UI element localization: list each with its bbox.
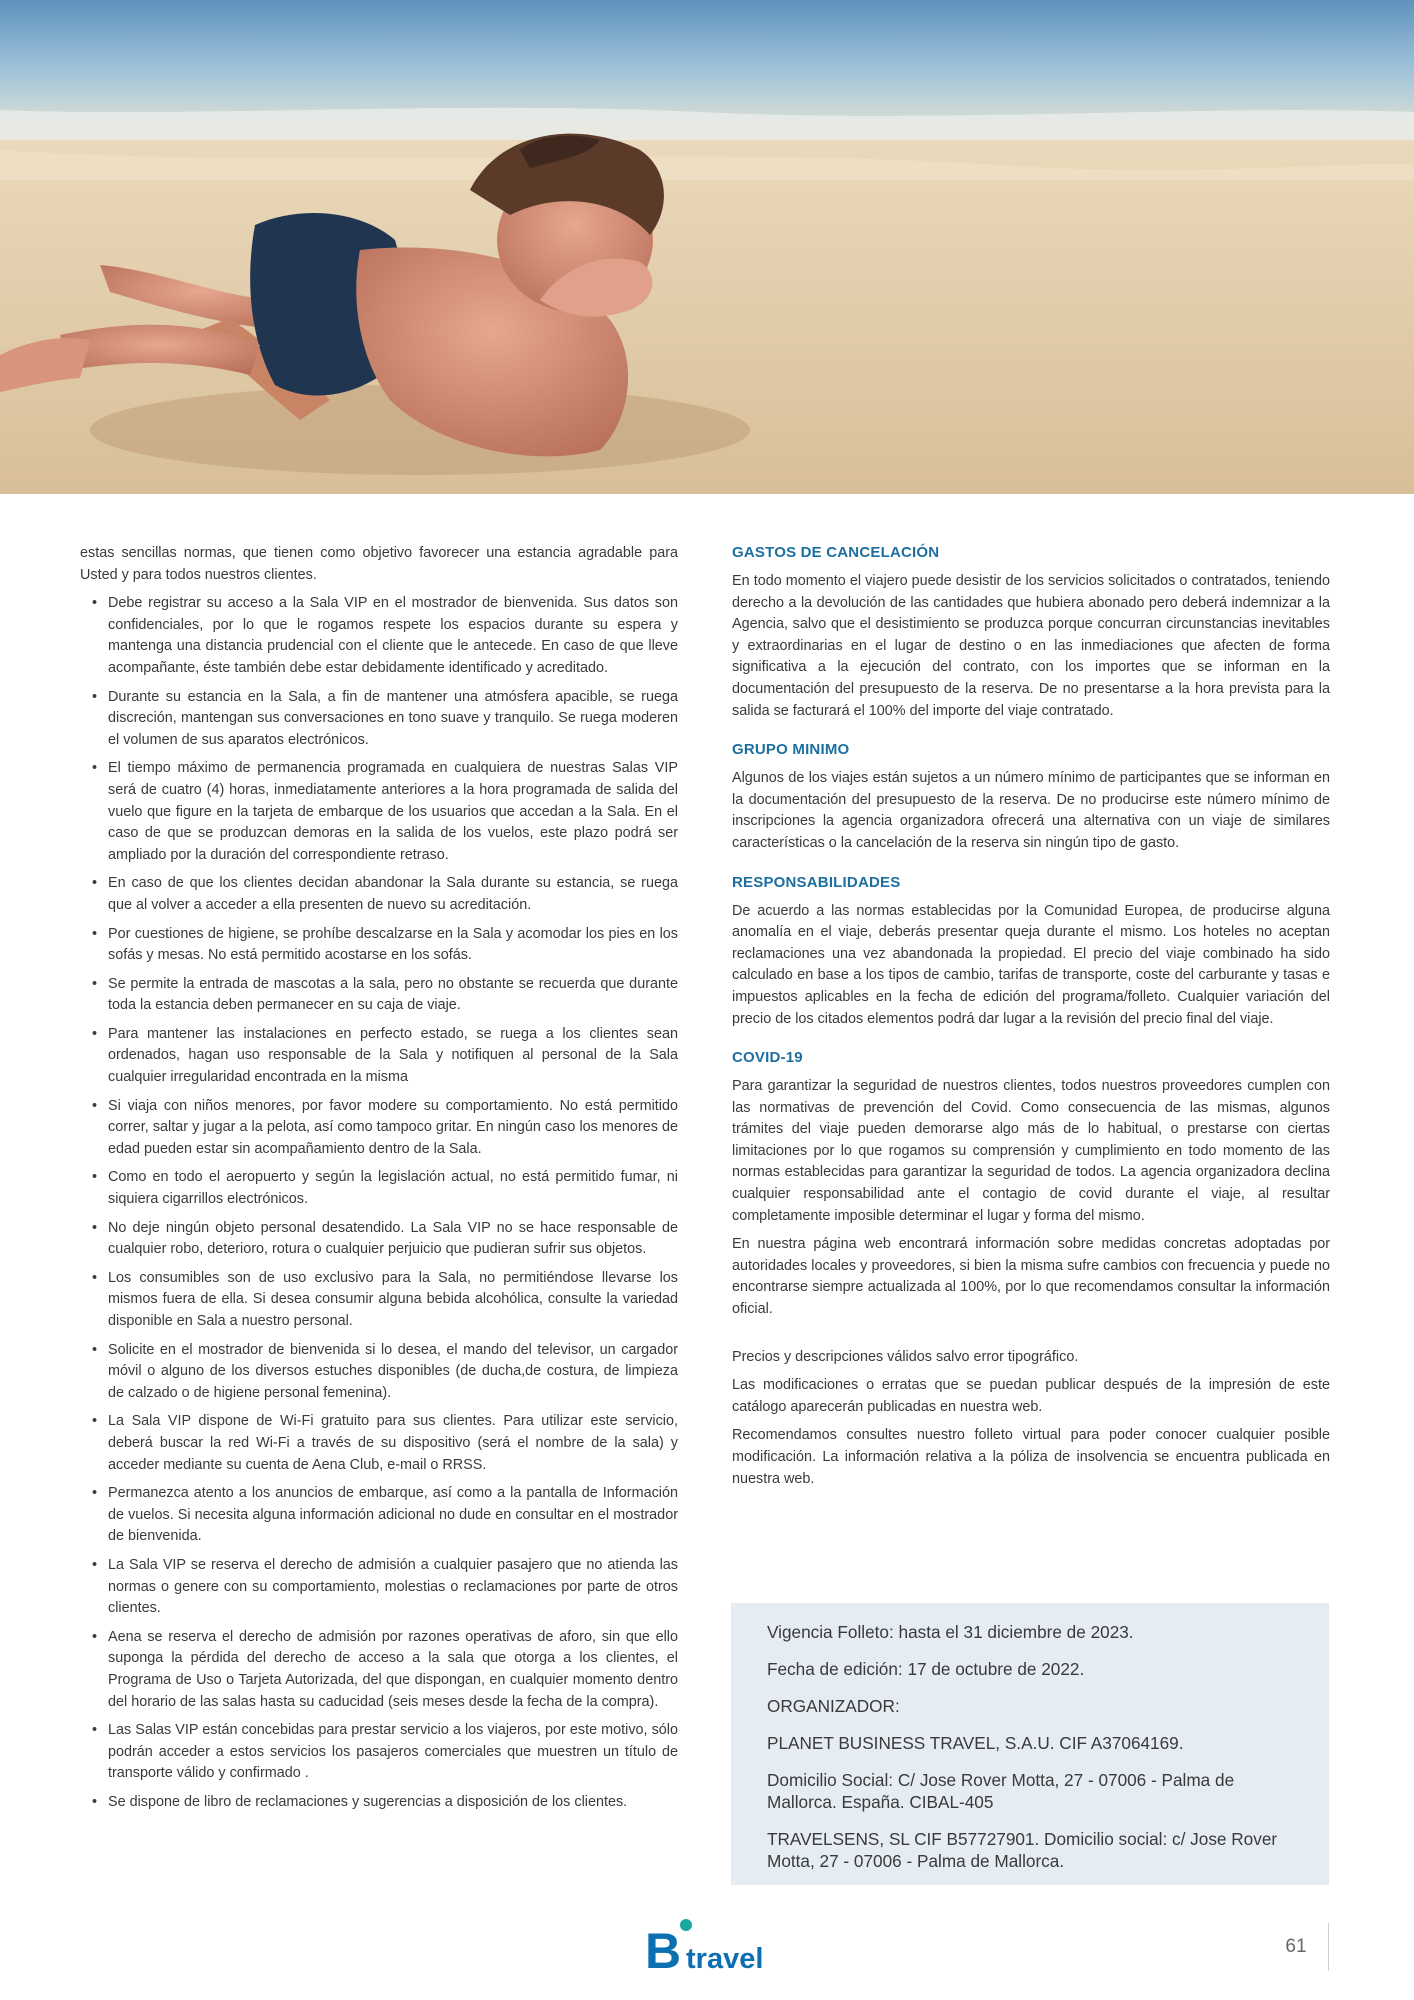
rules-list	[80, 593, 678, 1813]
rules-column	[80, 543, 678, 1820]
section-title: GASTOS DE CANCELACIÓN	[732, 544, 940, 561]
second-company: TRAVELSENS, SL CIF B57727901. Domicilio social: c/ Jose Rover Motta, 27 - 07006 - Palma de Mallorca.	[767, 1829, 1278, 1871]
list-item: • Como en todo el aeropuerto y según la legislación actual, no está permitido fumar, ni siquiera cigarrillos electrónicos.	[80, 1167, 678, 1210]
note-text: Recomendamos consultes nuestro folleto virtual para poder conocer cualquier posible modificación. La información relativa a la póliza de insolvencia se encuentra publicada en nuestra web.	[732, 1427, 1330, 1487]
section-text: En nuestra página web encontrará información sobre medidas concretas adoptadas por autoridades locales y proveedores, si bien la misma sufre cambios con frecuencia y puede no encontrarse siempre actualizada al 100%, por lo que recomendamos consultar la información oficial.	[732, 1236, 1330, 1318]
organizer-label: ORGANIZADOR:	[767, 1696, 900, 1716]
list-item: • El tiempo máximo de permanencia programada en cualquiera de nuestras Salas VIP será de cuatro (4) horas, inmediatamente anteriores a la hora programada de salida del vuelo que figure en la tarjeta de embarque de los usuarios que accedan a la Sala. En el caso de que se produzcan demoras en la salida de los vuelos, este plazo podrá ser ampliado por la duración del correspondiente retraso.	[80, 758, 678, 866]
conditions-column	[732, 543, 1330, 1497]
list-item: • Las Salas VIP están concebidas para prestar servicio a los viajeros, por este motivo, sólo podrán acceder a estos servicios los pasajeros comerciales que muestren un título de transporte válido y confirmado .	[80, 1720, 678, 1785]
list-item: • Permanezca atento a los anuncios de embarque, así como a la pantalla de Información de vuelos. Si necesita alguna información adicional no dude en consultar en el mostrador de bienvenida.	[80, 1483, 678, 1548]
list-item: • En caso de que los clientes decidan abandonar la Sala durante su estancia, se ruega que al volver a acceder a ella presenten de nuevo su acreditación.	[80, 873, 678, 916]
section-text: Algunos de los viajes están sujetos a un número mínimo de participantes que se informan en la documentación del presupuesto de la reserva. De no producirse este número mínimo de inscripciones la agencia organizadora ofrecerá una alternativa con un viaje de similares características o la cancelación de la reserva sin ningún tipo de gasto.	[732, 770, 1330, 851]
note-text: Las modificaciones o erratas que se puedan publicar después de la impresión de este catálogo aparecerán publicadas en nuestra web.	[732, 1377, 1330, 1415]
list-item: • Solicite en el mostrador de bienvenida si lo desea, el mando del televisor, un cargador móvil o alguno de los diversos estuches disponibles (de ducha,de costura, de limpieza de calzado o de higiene personal femenina).	[80, 1340, 678, 1405]
list-item: • Durante su estancia en la Sala, a fin de mantener una atmósfera apacible, se ruega discreción, mantengan sus conversaciones en tono suave y tranquilo. Se ruega moderen el volumen de sus aparatos electrónicos.	[80, 687, 678, 752]
list-item: • Los consumibles son de uso exclusivo para la Sala, no permitiéndose llevarse los mismos fuera de ella. Si desea consumir alguna bebida alcohólica, consulte la variedad disponible en Sala a nuestro personal.	[80, 1268, 678, 1333]
hero-photo	[0, 0, 1414, 494]
page-number: 61	[1285, 1936, 1307, 1957]
list-item: • Debe registrar su acceso a la Sala VIP en el mostrador de bienvenida. Sus datos son confidenciales, por lo que le rogamos respete los espacios durante su espera y mantenga una distancia prudencial con el cliente que le antecede. En caso de que lleve acompañante, éste también debe estar debidamente identificado y acreditado.	[80, 593, 678, 679]
logo-letter: B	[645, 1923, 682, 1978]
section-covid	[732, 1048, 1330, 1321]
edition-date-line: Fecha de edición: 17 de octubre de 2022.	[767, 1659, 1085, 1679]
legal-notes	[732, 1347, 1330, 1491]
section-title: GRUPO MINIMO	[732, 741, 850, 759]
list-item: • Se permite la entrada de mascotas a la sala, pero no obstante se recuerda que durante toda la estancia deben permanecer en su caja de viaje.	[80, 974, 678, 1017]
section-cancelation	[732, 543, 1330, 722]
section-responsibilities	[732, 873, 1330, 1031]
section-minimum-group	[732, 740, 1330, 854]
organizer-company: PLANET BUSINESS TRAVEL, S.A.U. CIF A37064169.	[767, 1733, 1184, 1753]
page-number-divider	[1328, 1923, 1329, 1971]
section-title: RESPONSABILIDADES	[732, 873, 901, 891]
section-text: En todo momento el viajero puede desistir de los servicios solicitados o contratados, teniendo derecho a la devolución de las cantidades que hubiera abonado pero deberá indemnizar a la Agencia, salvo que el desistimiento se produzca porque concurran circunstancias inevitables y extraordinarias en el lugar de destino o en las inmediaciones que afecten de forma significativa a la ejecución del contrato, con los importes que se informan en la documentación del presupuesto de la reserva. De no presentarse a la hora prevista para la salida se facturará el 100% del importe del viaje contratado.	[732, 573, 1330, 719]
list-item: • La Sala VIP se reserva el derecho de admisión a cualquier pasajero que no atienda las normas o genere con su comportamiento, molestias o reclamaciones por parte de otros clientes.	[80, 1555, 678, 1620]
btravel-logo-icon	[645, 1918, 775, 1978]
list-item: • Si viaja con niños menores, por favor modere su comportamiento. No está permitido correr, saltar y jugar a la pelota, así como tampoco gritar. En ningún caso los menores de edad pueden estar sin acompañamiento dentro de la Sala.	[80, 1096, 678, 1161]
logo-word: travel	[686, 1943, 764, 1975]
list-item: • No deje ningún objeto personal desatendido. La Sala VIP no se hace responsable de cualquier robo, deterioro, rotura o cualquier perjuicio que pudieran sufrir sus objetos.	[80, 1218, 678, 1261]
rules-intro: estas sencillas normas, que tienen como objetivo favorecer una estancia agradable para Usted y para todos nuestros clientes.	[80, 545, 678, 583]
beach-photo-icon	[0, 0, 1414, 494]
section-text: Para garantizar la seguridad de nuestros clientes, todos nuestros proveedores cumplen con las normativas de prevención del Covid. Como consecuencia de las mismas, algunos trámites del viaje pueden demorarse algo más de lo habitual, o prestarse con ciertas limitaciones por lo que rogamos su comprensión y cumplimiento en todo momento de las normas establecidas para garantizar la seguridad de todos. La agencia organizadora declina cualquier responsabilidad ante el contagio de covid durante el viaje, al resultar completamente imposible determinar el lugar y forma del mismo.	[732, 1078, 1330, 1224]
list-item: • Aena se reserva el derecho de admisión por razones operativas de aforo, sin que ello suponga la pérdida del derecho de acceso a la sala que otorga a los clientes, el Programa de Uso o Tarjeta Autorizada, del que dispongan, en cualquier momento dentro del horario de las salas hasta su caducidad (seis meses desde la fecha de la compra).	[80, 1627, 678, 1713]
organizer-address: Domicilio Social: C/ Jose Rover Motta, 27 - 07006 - Palma de Mallorca. España. CIBAL-405	[767, 1770, 1235, 1812]
brochure-info-box	[731, 1603, 1329, 1885]
list-item: • La Sala VIP dispone de Wi-Fi gratuito para sus clientes. Para utilizar este servicio, deberá buscar la red Wi-Fi a través de su dispositivo (será el nombre de la sala) y acceder mediante su cuenta de Aena Club, e-mail o RRSS.	[80, 1411, 678, 1476]
validity-line: Vigencia Folleto: hasta el 31 diciembre de 2023.	[767, 1622, 1134, 1642]
list-item: • Por cuestiones de higiene, se prohíbe descalzarse en la Sala y acomodar los pies en los sofás y mesas. No está permitido acostarse en los sofás.	[80, 924, 678, 967]
list-item: • Para mantener las instalaciones en perfecto estado, se ruega a los clientes sean ordenados, hagan uso responsable de la Sala y notifiquen al personal de la Sala cualquier irregularidad encontrada en la misma	[80, 1024, 678, 1089]
section-text: De acuerdo a las normas establecidas por la Comunidad Europea, de producirse alguna anomalía en el viaje, deberás presentar queja durante el mismo. Los hoteles no aceptan reclamaciones una vez abandonada la propiedad. El precio del viaje combinado ha sido calculado en base a los tipos de cambio, tarifas de transporte, coste del carburante y tasas e impuestos aplicables en la fecha de edición del programa/folleto. Cualquier variación del precio de los citados elementos podrá dar lugar a la revisión del precio final del viaje.	[732, 902, 1330, 1027]
note-text: Precios y descripciones válidos salvo error tipográfico.	[732, 1348, 1079, 1365]
list-item: • Se dispone de libro de reclamaciones y sugerencias a disposición de los clientes.	[80, 1792, 678, 1814]
section-title: COVID-19	[732, 1049, 803, 1067]
